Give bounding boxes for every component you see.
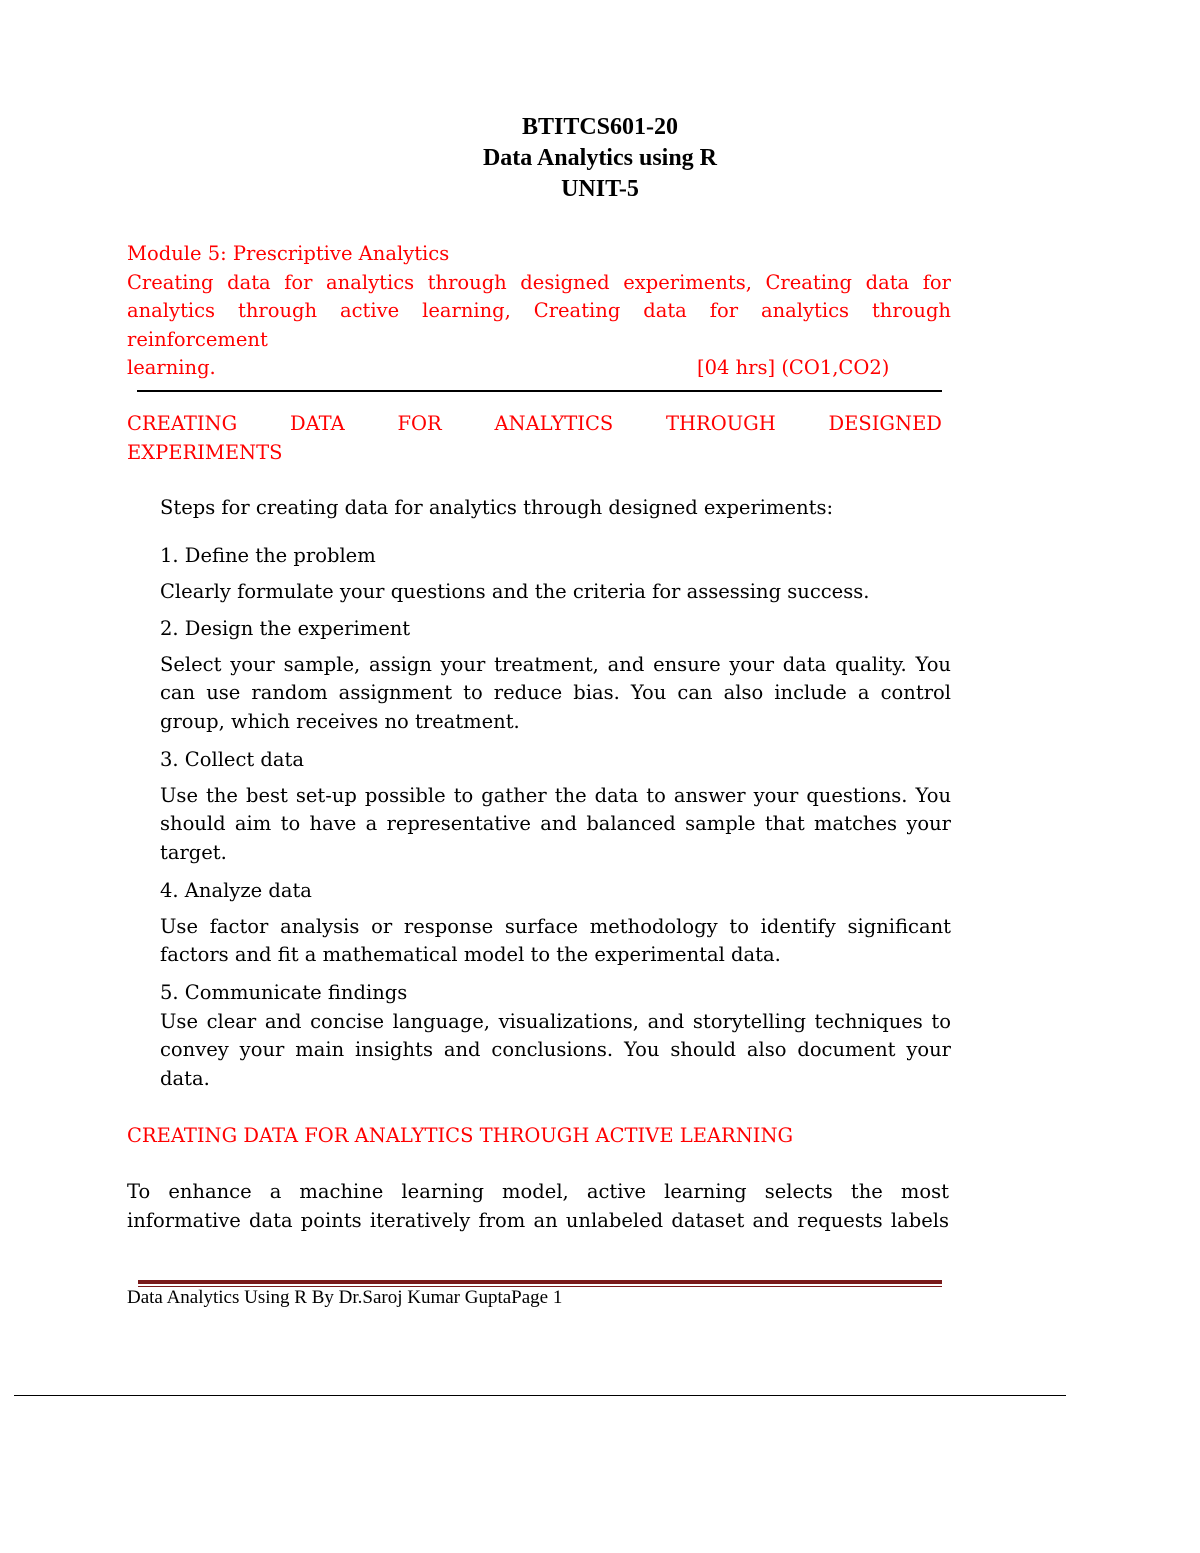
course-title: Data Analytics using R (482, 145, 718, 171)
heading-word: DESIGNED (828, 412, 942, 435)
step-title: 1. Define the problem (160, 544, 376, 567)
module-hours: [04 hrs] (CO1,CO2) (697, 356, 890, 379)
module-line-2: analytics through active learning, Creating data for analytics through reinforcement (127, 299, 951, 351)
step-title: 2. Design the experiment (160, 617, 411, 640)
heading-word: THROUGH (666, 412, 776, 435)
section1-heading (127, 410, 942, 467)
step-5 (160, 979, 951, 1093)
heading-word: CREATING (127, 412, 238, 435)
section-divider (137, 390, 942, 392)
step-title: 3. Collect data (160, 748, 305, 771)
step-body: Use factor analysis or response surface methodology to identify significant factors and fit a mathematical model to the experimental data. (160, 914, 951, 966)
page-boundary-line (14, 1395, 1066, 1396)
section1-heading-line2: EXPERIMENTS (127, 440, 283, 464)
module-line-3-text: learning. (127, 356, 216, 379)
section2-paragraph (127, 1178, 949, 1235)
heading-word: FOR (397, 412, 442, 435)
step-body: Clearly formulate your questions and the criteria for assessing success. (160, 579, 870, 603)
step-1 (160, 542, 951, 606)
section2-heading: CREATING DATA FOR ANALYTICS THROUGH ACTIVE LEARNING (127, 1124, 794, 1147)
step-body: Use clear and concise language, visualizations, and storytelling techniques to convey your main insights and conclusions. You should also document your data. (160, 1009, 951, 1090)
step-body: Use the best set-up possible to gather the data to answer your questions. You should aim to have a representative and balanced sample that matches your target. (160, 783, 951, 864)
module-line-1: Creating data for analytics through designed experiments, Creating data for (127, 270, 951, 294)
unit-label: UNIT-5 (561, 176, 639, 202)
step-body: Select your sample, assign your treatment, and ensure your data quality. You can use random assignment to reduce bias. You can also include a control group, which receives no treatment. (160, 652, 951, 733)
paragraph-line: To enhance a machine learning model, active learning selects the most (127, 1180, 949, 1203)
module-line-3 (127, 354, 951, 383)
module-title: Module 5: Prescriptive Analytics (127, 242, 450, 265)
step-3 (160, 746, 951, 867)
module-description (127, 240, 951, 383)
heading-word: DATA (289, 412, 345, 435)
document-header (0, 112, 1200, 205)
step-2 (160, 615, 951, 736)
step-4 (160, 877, 951, 970)
heading-word: ANALYTICS (494, 412, 614, 435)
step-title: 4. Analyze data (160, 879, 312, 902)
page-footer: Data Analytics Using R By Dr.Saroj Kumar GuptaPage 1 (127, 1287, 563, 1308)
course-code: BTITCS601-20 (521, 114, 679, 140)
steps-intro: Steps for creating data for analytics through designed experiments: (160, 496, 834, 519)
footer-rule (138, 1280, 942, 1284)
paragraph-line: informative data points iteratively from an unlabeled dataset and requests labels (127, 1208, 949, 1232)
section1-heading-line1 (127, 410, 942, 439)
step-title: 5. Communicate findings (160, 981, 408, 1004)
